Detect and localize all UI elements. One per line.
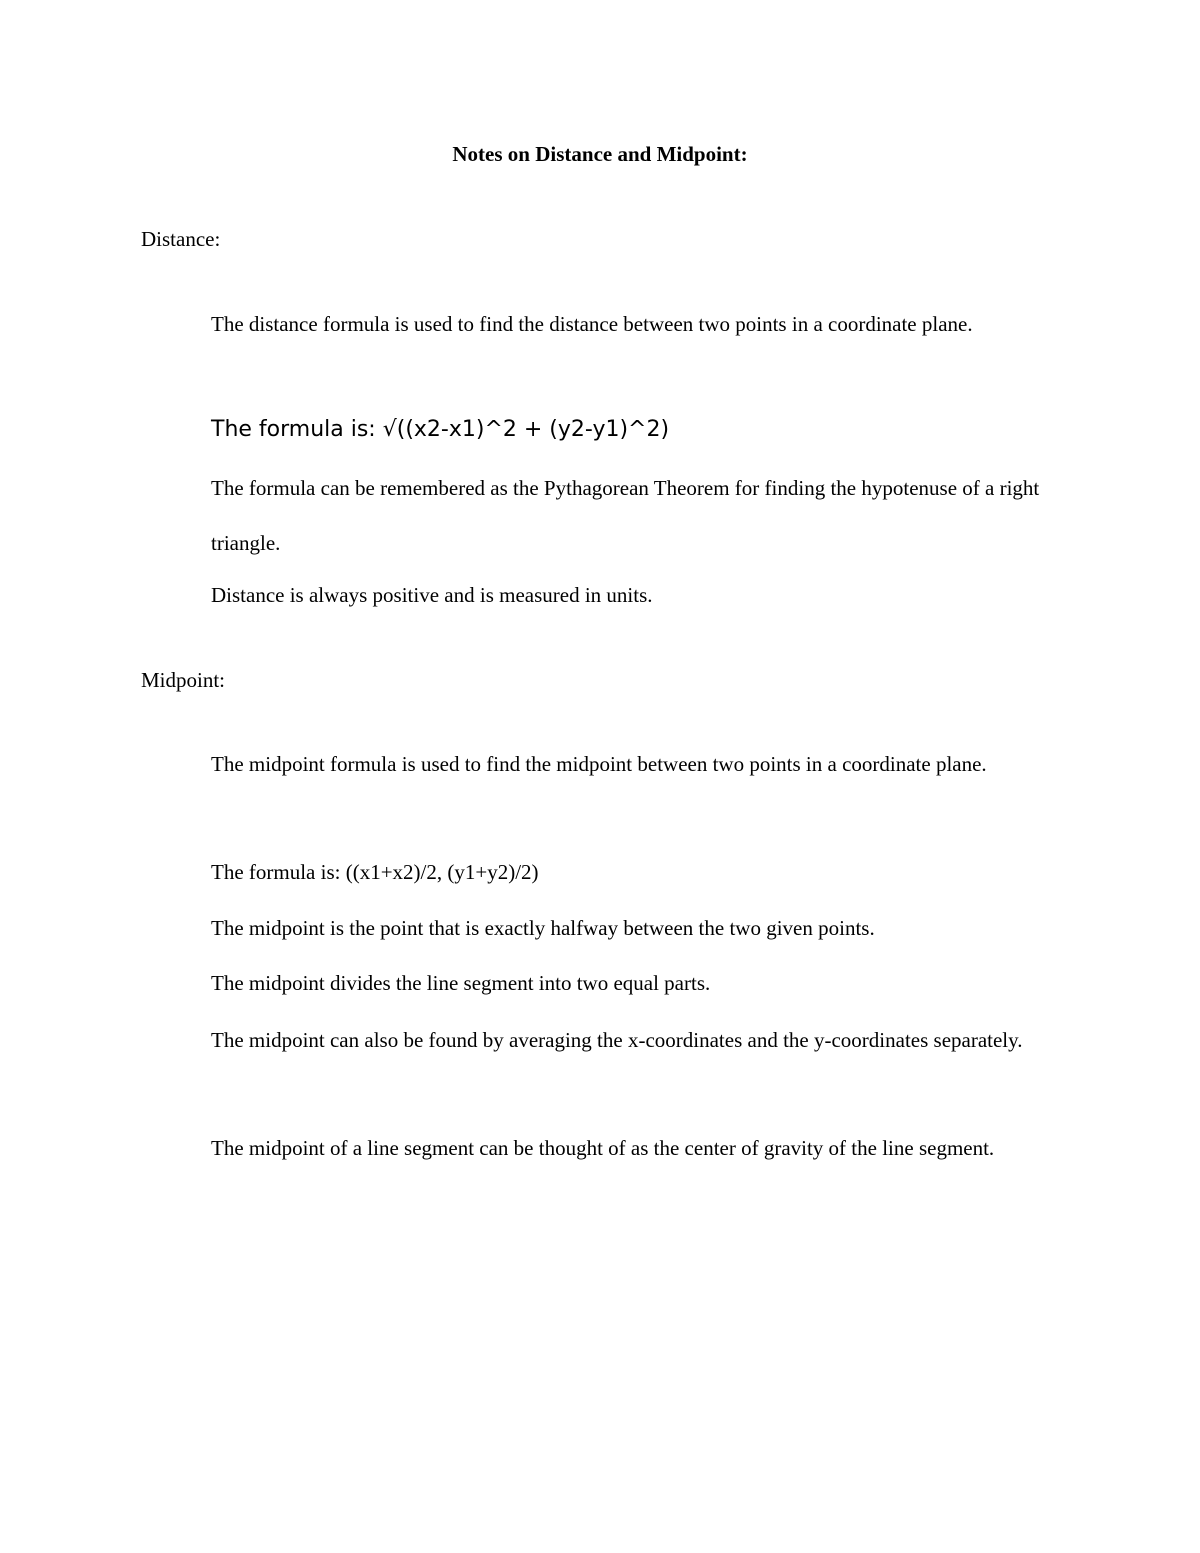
- midpoint-averaging-note: The midpoint can also be found by averaging the x-coordinates and the y-coordinates separately.: [211, 1028, 1023, 1052]
- midpoint-gravity-note: The midpoint of a line segment can be thought of as the center of gravity of the line segment.: [211, 1136, 995, 1160]
- distance-pythagorean-note: The formula can be remembered as the Pythagorean Theorem for finding the hypotenuse of a right triangle.: [211, 476, 1040, 555]
- midpoint-heading: Midpoint:: [141, 668, 226, 692]
- distance-definition: The distance formula is used to find the distance between two points in a coordinate plane.: [211, 312, 973, 336]
- midpoint-definition: The midpoint formula is used to find the midpoint between two points in a coordinate plane.: [211, 752, 987, 776]
- midpoint-formula: The formula is: ((x1+x2)/2, (y1+y2)/2): [211, 860, 539, 884]
- page-title: Notes on Distance and Midpoint:: [452, 142, 748, 166]
- midpoint-halfway-note: The midpoint is the point that is exactly halfway between the two given points.: [211, 916, 875, 940]
- distance-positive-note: Distance is always positive and is measured in units.: [211, 583, 653, 607]
- midpoint-divides-note: The midpoint divides the line segment into two equal parts.: [211, 971, 711, 995]
- distance-heading: Distance:: [141, 227, 221, 251]
- distance-formula: The formula is: √((x2-x1)^2 + (y2-y1)^2): [211, 417, 670, 442]
